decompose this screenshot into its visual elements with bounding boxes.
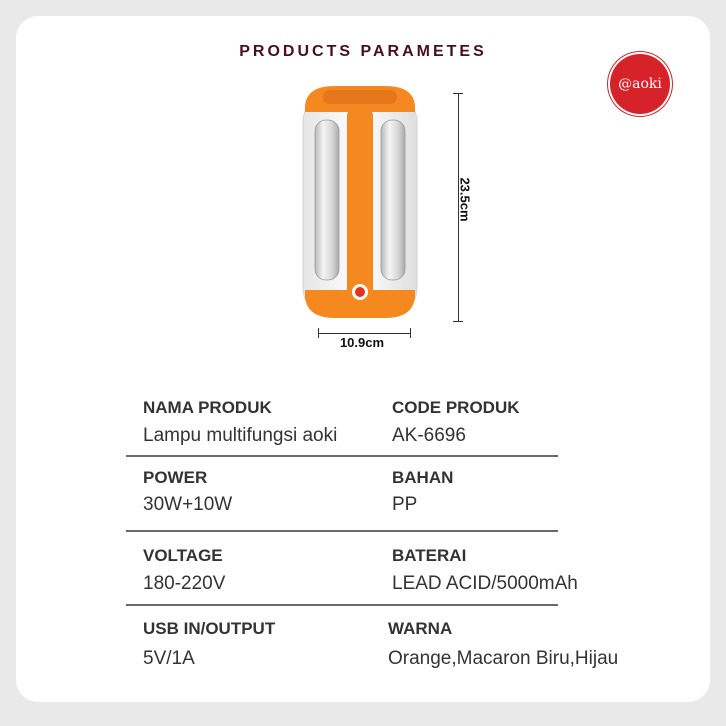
spec-value: Orange,Macaron Biru,Hijau [388,648,619,669]
spec-value: LEAD ACID/5000mAh [392,573,578,594]
spec-label: CODE PRODUK [392,398,520,417]
spec-label: USB IN/OUTPUT [143,619,276,638]
width-dimension-tick [410,328,411,338]
row-divider [126,604,558,606]
spec-label: VOLTAGE [143,546,223,565]
width-label: 10.9cm [339,335,385,350]
spec-label: BATERAI [392,546,467,565]
height-dimension-tick [453,93,463,94]
spec-label: BAHAN [392,468,454,487]
brand-logo: @aoki [610,54,670,114]
spec-value: 5V/1A [143,648,195,669]
row-divider [126,530,558,532]
spec-value: PP [392,494,418,515]
lantern-image [295,80,425,325]
spec-label: NAMA PRODUK [143,398,272,417]
page-title: PRODUCTS PARAMETES [239,43,487,60]
spec-value: 180-220V [143,573,226,594]
row-divider [126,455,558,457]
width-dimension-tick [318,328,319,338]
spec-label: POWER [143,468,208,487]
height-label: 23.5cm [457,177,473,222]
spec-value: Lampu multifungsi aoki [143,425,338,446]
spec-label: WARNA [388,619,453,638]
height-dimension-tick [453,321,463,322]
spec-value: 30W+10W [143,494,233,515]
width-dimension-line [318,333,410,334]
spec-value: AK-6696 [392,425,466,446]
